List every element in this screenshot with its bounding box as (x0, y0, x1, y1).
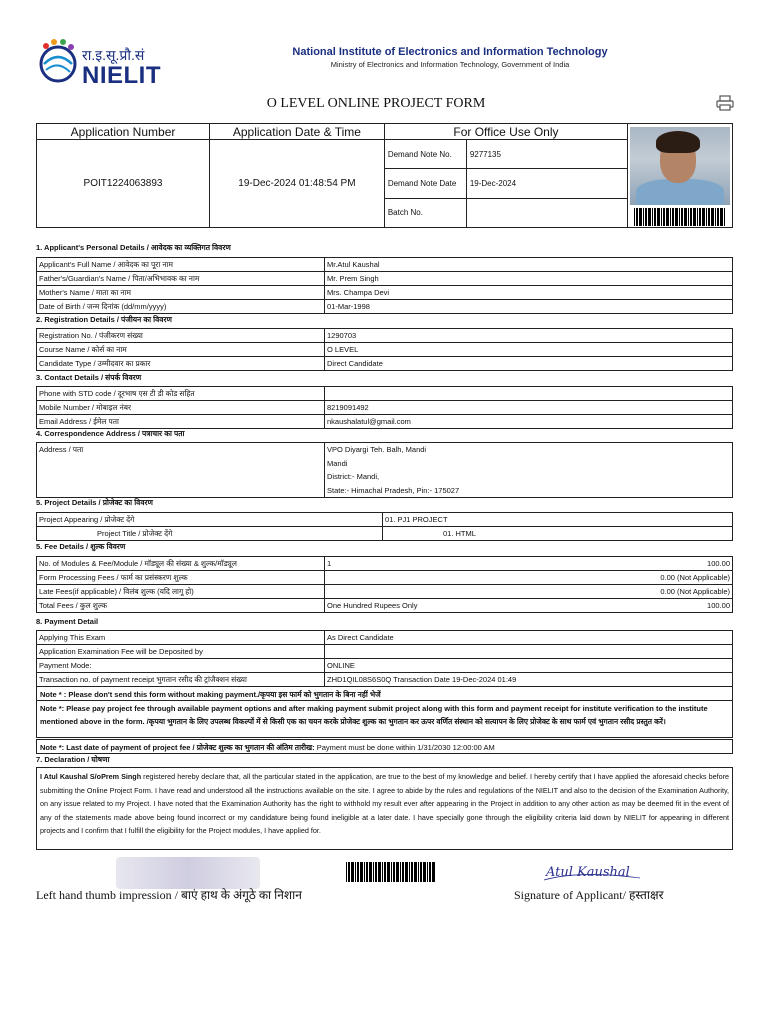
barcode-bar (360, 862, 363, 882)
barcode-bar (364, 862, 365, 882)
barcode-bar (702, 208, 705, 226)
barcode-bar (636, 208, 638, 226)
note-no-payment: Note * : Please don't send this form without making payment./कृपया इस फार्म को भुगतान के बिना नहीं भेजें (36, 686, 733, 701)
photo-hair (656, 131, 700, 153)
declaration-name: I Atul Kaushal S/oPrem Singh (40, 772, 142, 781)
contact-label: Email Address / ईमेल पता (37, 415, 325, 429)
barcode-bar (688, 208, 689, 226)
section-registration-title: 2. Registration Details / पंजीयन का विवरण (36, 315, 172, 324)
address-line: State:- Himachal Pradesh, Pin:- 175027 (327, 485, 460, 495)
barcode-bar (697, 208, 698, 226)
fee-mid: One Hundred Rupees Only (325, 599, 554, 613)
thumb-label: Left hand thumb impression / बाएं हाथ के अंगूठे का निशान (36, 888, 302, 902)
project-appearing-label: Project Appearing / प्रोजेक्ट देंगे (37, 513, 383, 527)
barcode-bar (679, 208, 680, 226)
logo-text: NIELIT (82, 62, 161, 89)
footer-barcode (346, 862, 436, 882)
registration-value: O LEVEL (325, 343, 733, 357)
nielit-logo-icon (36, 36, 80, 88)
note-pay-project-fee: Note *: Please pay project fee through available payment options and after making payment submit project along with this form and payment receipt for institute verification to the institute mentioned above in the form. /कृपया भुगतान के लिए उपलब्ध विकल्पों में से किसी एक का चयन करके प्रोजेक्ट शुल्क का भुगतान कर ऊपर वर्णित संस्थान को सत्यापन के लिए प्रोजेक्ट के साथ फार्म एवं भुगतान रसीद प्रस्तुत करें। (36, 700, 733, 738)
barcode-bar (400, 862, 401, 882)
contact-label: Mobile Number / मोबाइल नंबर (37, 401, 325, 415)
section-payment-title: 8. Payment Detail (36, 617, 99, 626)
section-address-title: 4. Correspondence Address / पत्राचार का पता (36, 429, 185, 438)
personal-value: Mr. Prem Singh (325, 272, 733, 286)
barcode-bar (670, 208, 671, 226)
payment-label: Applying This Exam (37, 631, 325, 645)
contact-label: Phone with STD code / दूरभाष एस टी डी कोड सहित (37, 387, 325, 401)
demand-note-value: 9277135 (466, 140, 627, 169)
barcode-bar (711, 208, 714, 226)
section-contact-title: 3. Contact Details / संपर्क विवरण (36, 373, 142, 382)
address-label: Address / पता (37, 443, 325, 498)
barcode-bar (720, 208, 723, 226)
note-last-date (36, 739, 733, 754)
batch-value (466, 198, 627, 227)
applicant-photo (630, 127, 730, 205)
barcode-bar (643, 208, 644, 226)
logo-hindi-text: रा.इ.सू.प्रौ.सं (82, 47, 145, 63)
barcode-bar (351, 862, 354, 882)
personal-label: Applicant's Full Name / आवेदक का पूरा नाम (37, 258, 325, 272)
barcode-bar (708, 208, 710, 226)
payment-label: Application Examination Fee will be Deposited by (37, 645, 325, 659)
section-declaration-title: 7. Declaration / घोषणा (36, 755, 110, 764)
payment-value: ZHD1QIL08S6S0Q Transaction Date 19-Dec-2024 01:49 (325, 673, 733, 687)
address-table (36, 442, 733, 498)
barcode-bar (715, 208, 716, 226)
payment-table (36, 630, 733, 687)
barcode-bar (382, 862, 383, 882)
col-office-use: For Office Use Only (384, 124, 627, 140)
personal-value: 01-Mar-1998 (325, 300, 733, 314)
barcode-bar (384, 862, 386, 882)
address-line: District:- Mandi, (327, 472, 380, 481)
fee-mid: 1 (325, 557, 554, 571)
fee-amount: 0.00 (Not Applicable) (554, 571, 733, 585)
barcode-bar (693, 208, 696, 226)
barcode-bar (681, 208, 683, 226)
signature-text: Atul Kaushal (546, 865, 630, 880)
registration-table (36, 328, 733, 371)
institute-name: National Institute of Electronics and Information Technology (292, 46, 608, 58)
demand-date-label: Demand Note Date (385, 169, 467, 198)
barcode-bar (657, 208, 660, 226)
personal-label: Mother's Name / माता का नाम (37, 286, 325, 300)
barcode-bar (645, 208, 647, 226)
project-title-value: 01. HTML (383, 527, 733, 541)
note-last-date-label: Note *: Last date of payment of project fee / प्रोजेक्ट शुल्क का भुगतान की अंतिम तारीख: (40, 743, 315, 752)
fee-amount: 0.00 (Not Applicable) (554, 585, 733, 599)
payment-value: As Direct Candidate (325, 631, 733, 645)
demand-date-value: 19-Dec-2024 (466, 169, 627, 198)
personal-label: Father's/Guardian's Name / पिता/अभिभावक का नाम (37, 272, 325, 286)
barcode-bar (672, 208, 674, 226)
barcode-bar (661, 208, 662, 226)
signature-label: Signature of Applicant/ हस्ताक्षर (514, 888, 664, 902)
printer-icon[interactable] (716, 95, 734, 111)
barcode-bar (684, 208, 687, 226)
barcode-bar (355, 862, 356, 882)
barcode-bar (411, 862, 413, 882)
registration-label: Candidate Type / उम्मीदवार का प्रकार (37, 357, 325, 371)
declaration-text (36, 767, 733, 850)
personal-label: Date of Birth / जन्म दिनांक (dd/mm/yyyy) (37, 300, 325, 314)
address-value (325, 443, 733, 498)
barcode-bar (648, 208, 651, 226)
personal-value: Mr.Atul Kaushal (325, 258, 733, 272)
fee-amount: 100.00 (554, 599, 733, 613)
note-last-date-value: Payment must be done within 1/31/2030 12:00:00 AM (314, 743, 495, 752)
address-line: VPO Diyargi Teh. Balh, Mandi (327, 445, 427, 454)
barcode-bar (634, 208, 635, 226)
application-number: POIT1224063893 (37, 140, 210, 228)
applicant-signature (540, 858, 650, 884)
contact-table (36, 386, 733, 429)
barcode-bar (346, 862, 347, 882)
fee-label: No. of Modules & Fee/Module / मॉड्यूल की संख्या & शुल्क/मॉड्यूल (37, 557, 325, 571)
personal-value: Mrs. Champa Devi (325, 286, 733, 300)
fee-label: Total Fees / कुल शुल्क (37, 599, 325, 613)
barcode-bar (706, 208, 707, 226)
barcode-bar (690, 208, 692, 226)
barcode-bar (699, 208, 701, 226)
applicant-barcode (634, 208, 726, 226)
barcode-bar (369, 862, 372, 882)
section-project-title: 5. Project Details / प्रोजेक्ट का विवरण (36, 498, 153, 507)
col-application-number: Application Number (37, 124, 210, 140)
demand-note-label: Demand Note No. (385, 140, 467, 169)
barcode-bar (654, 208, 656, 226)
personal-table (36, 257, 733, 314)
barcode-bar (396, 862, 399, 882)
section-personal-title: 1. Applicant's Personal Details / आवेदक का व्यक्तिगत विवरण (36, 243, 231, 252)
col-application-date: Application Date & Time (210, 124, 385, 140)
fee-label: Late Fees(if applicable) / विलंब शुल्क (यदि लागू हो) (37, 585, 325, 599)
project-title-label: Project Title / प्रोजेक्ट देंगे (37, 527, 383, 541)
signature-drawing (540, 858, 650, 884)
payment-label: Transaction no. of payment receipt भुगतान रसीद की ट्रांजैक्शन संख्या (37, 673, 325, 687)
fee-amount: 100.00 (554, 557, 733, 571)
barcode-bar (375, 862, 377, 882)
barcode-bar (409, 862, 410, 882)
project-appearing-value: 01. PJ1 PROJECT (383, 513, 733, 527)
registration-value: Direct Candidate (325, 357, 733, 371)
barcode-bar (724, 208, 725, 226)
barcode-bar (429, 862, 431, 882)
barcode-bar (675, 208, 678, 226)
application-datetime: 19-Dec-2024 01:48:54 PM (210, 140, 385, 228)
contact-value: nkaushalatul@gmail.com (325, 415, 733, 429)
thumb-impression (116, 857, 260, 889)
barcode-bar (663, 208, 665, 226)
barcode-bar (378, 862, 381, 882)
barcode-bar (717, 208, 719, 226)
barcode-bar (427, 862, 428, 882)
batch-label: Batch No. (385, 198, 467, 227)
barcode-bar (432, 862, 435, 882)
barcode-bar (387, 862, 390, 882)
office-use-table (385, 140, 627, 227)
fees-table (36, 556, 733, 613)
barcode-bar (652, 208, 653, 226)
barcode-bar (391, 862, 392, 882)
contact-value: 8219091492 (325, 401, 733, 415)
payment-value (325, 645, 733, 659)
registration-label: Registration No. / पंजीकरण संख्या (37, 329, 325, 343)
barcode-bar (414, 862, 417, 882)
barcode-bar (420, 862, 422, 882)
form-title: O LEVEL ONLINE PROJECT FORM (266, 96, 486, 111)
barcode-bar (366, 862, 368, 882)
project-table (36, 512, 733, 541)
fee-mid (325, 571, 554, 585)
payment-value: ONLINE (325, 659, 733, 673)
section-fees-title: 5. Fee Details / शुल्क विवरण (36, 542, 126, 551)
application-summary-table (36, 123, 733, 228)
barcode-bar (393, 862, 395, 882)
barcode-bar (357, 862, 359, 882)
ministry-name: Ministry of Electronics and Information Technology, Government of India (330, 60, 570, 69)
registration-label: Course Name / कोर्स का नाम (37, 343, 325, 357)
registration-value: 1290703 (325, 329, 733, 343)
barcode-bar (402, 862, 404, 882)
barcode-bar (405, 862, 408, 882)
fee-mid (325, 585, 554, 599)
nielit-logo (36, 36, 166, 92)
payment-label: Payment Mode: (37, 659, 325, 673)
barcode-bar (666, 208, 669, 226)
barcode-bar (373, 862, 374, 882)
barcode-bar (639, 208, 642, 226)
fee-label: Form Processing Fees / फार्म का प्रसंस्करण शुल्क (37, 571, 325, 585)
address-line: Mandi (327, 458, 348, 468)
barcode-bar (423, 862, 426, 882)
declaration-body: registered hereby declare that, all the particular stated in the application, are true to the best of my knowledge and belief. I hereby certify that I have applied the aforesaid checks before submitting the Online Project Form. I have read and understood all the instructions available on the site. I agree to abide by the rules and regulations of the NIELIT and also to the decision of the Examination Authority, on any issue related to my Project. I have noted that the Examination Authority has the right to withhold my result ever after appearing in the Project in addition to any other action as may be deemed fit in the event of any of the statements made above being found incorrect or my candidature being found ineligible at a later date. I have specially gone through the eligibility criteria laid down by NIELIT for appearing in different projects and I confirm that I fulfill the eligibility for the Project modules, I have applied for. (40, 772, 729, 835)
contact-value (325, 387, 733, 401)
barcode-bar (348, 862, 350, 882)
barcode-bar (418, 862, 419, 882)
